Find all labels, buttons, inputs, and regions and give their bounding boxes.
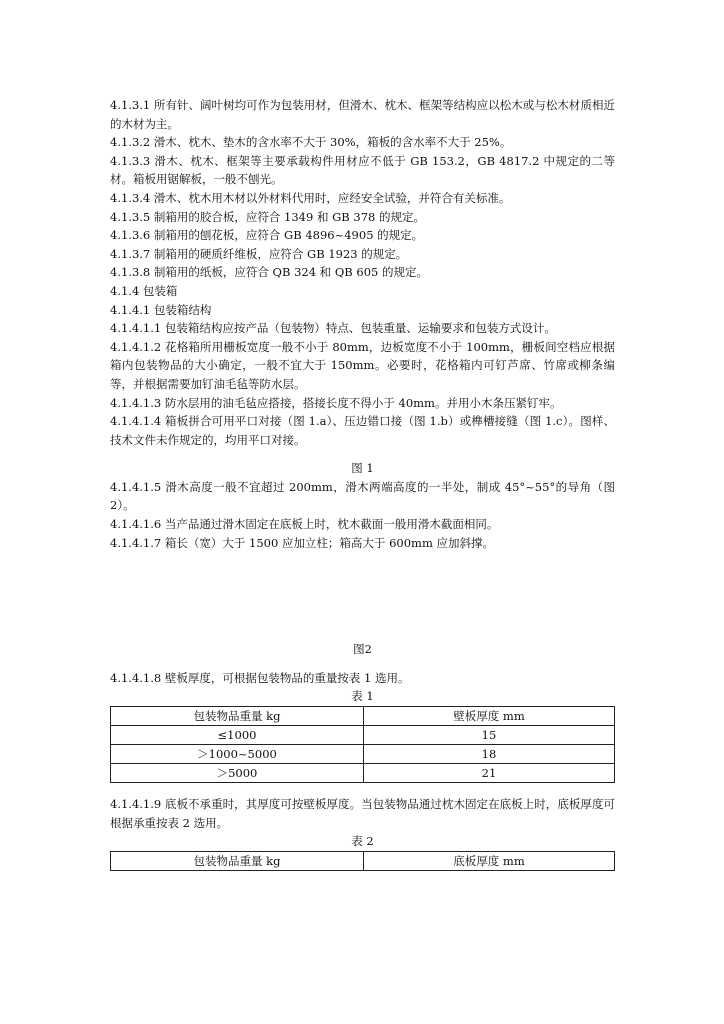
table-row: [111, 726, 615, 745]
table-row: [111, 745, 615, 764]
table-header-cell: 包装物品重量 kg: [111, 707, 364, 726]
table-cell: ≤1000: [111, 726, 364, 745]
table-2-caption: 表 2: [351, 834, 374, 849]
paragraph: 4.1.3.8 制箱用的纸板，应符合 QB 324 和 QB 605 的规定。: [110, 265, 428, 280]
table-row: [111, 764, 615, 783]
paragraph: 4.1.3.6 制箱用的刨花板，应符合 GB 4896~4905 的规定。: [110, 228, 424, 243]
paragraph: 4.1.4.1.8 壁板厚度，可根据包装物品的重量按表 1 选用。: [110, 670, 410, 685]
table-1: [110, 706, 615, 783]
paragraph: 4.1.3.1 所有针、阔叶树均可作为包装用材，但滑木、枕木、框架等结构应以松木或与松木材质相近的木材为主。: [110, 98, 615, 131]
table-header-cell: 包装物品重量 kg: [111, 851, 364, 870]
paragraph: 4.1.3.3 滑木、枕木、框架等主要承载构件用材应不低于 GB 153.2，GB 4817.2 中规定的二等材。箱板用锯解板，一般不刨光。: [110, 153, 615, 187]
subsection-heading: 4.1.4.1 包装箱结构: [110, 302, 212, 317]
table-cell: ＞5000: [111, 764, 364, 783]
figure-2-placeholder: [110, 552, 615, 640]
figure-1-caption: 图 1: [351, 461, 374, 476]
paragraph: 4.1.3.2 滑木、枕木、垫木的含水率不大于 30%，箱板的含水率不大于 25%。: [110, 135, 512, 150]
paragraph: 4.1.4.1.4 箱板拼合可用平口对接（图 1.a）、压边错口接（图 1.b）或榫槽接缝（图 1.c）。图样、技术文件未作规定的，均用平口对接。: [110, 414, 615, 447]
table-header-row: [111, 851, 615, 870]
table-header-row: [111, 707, 615, 726]
section-heading: 4.1.4 包装箱: [110, 283, 178, 298]
table-header-cell: 壁板厚度 mm: [364, 707, 615, 726]
table-cell: 21: [364, 764, 615, 783]
paragraph: 4.1.4.1.3 防水层用的油毛毡应搭接，搭接长度不得小于 40mm。并用小木条压紧钉牢。: [110, 395, 562, 410]
paragraph: 4.1.4.1.9 底板不承重时，其厚度可按壁板厚度。当包装物品通过枕木固定在底板上时，底板厚度可根据承重按表 2 选用。: [110, 797, 615, 830]
table-1-caption: 表 1: [351, 689, 374, 704]
table-cell: 15: [364, 726, 615, 745]
figure-2-caption: 图2: [353, 642, 372, 657]
paragraph: 4.1.4.1.2 花格箱所用栅板宽度一般不小于 80mm，边板宽度不小于 100mm，栅板间空档应根据箱内包装物品的大小确定，一般不宜大于 150mm。必要时，花格箱内可钉芦席、竹席或柳条编等，并根据需要加钉油毛毡等防水层。: [110, 339, 615, 391]
paragraph: 4.1.3.7 制箱用的硬质纤维板，应符合 GB 1923 的规定。: [110, 246, 408, 261]
paragraph: 4.1.4.1.5 滑木高度一般不宜超过 200mm，滑木两端高度的一半处，制成 45°~55°的导角（图 2）。: [110, 479, 615, 513]
paragraph: 4.1.3.4 滑木、枕木用木材以外材料代用时，应经安全试验，并符合有关标准。: [110, 190, 511, 205]
table-cell: 18: [364, 745, 615, 764]
paragraph: 4.1.3.5 制箱用的胶合板，应符合 1349 和 GB 378 的规定。: [110, 209, 426, 224]
paragraph: 4.1.4.1.7 箱长（宽）大于 1500 应加立柱；箱高大于 600mm 应加斜撑。: [110, 535, 495, 550]
document-page: [110, 96, 615, 871]
paragraph: 4.1.4.1.1 包装箱结构应按产品（包装物）特点、包装重量、运输要求和包装方式设计。: [110, 321, 556, 336]
table-header-cell: 底板厚度 mm: [364, 851, 615, 870]
paragraph: 4.1.4.1.6 当产品通过滑木固定在底板上时，枕木截面一般用滑木截面相同。: [110, 517, 499, 532]
table-cell: ＞1000~5000: [111, 745, 364, 764]
table-2: [110, 851, 615, 871]
